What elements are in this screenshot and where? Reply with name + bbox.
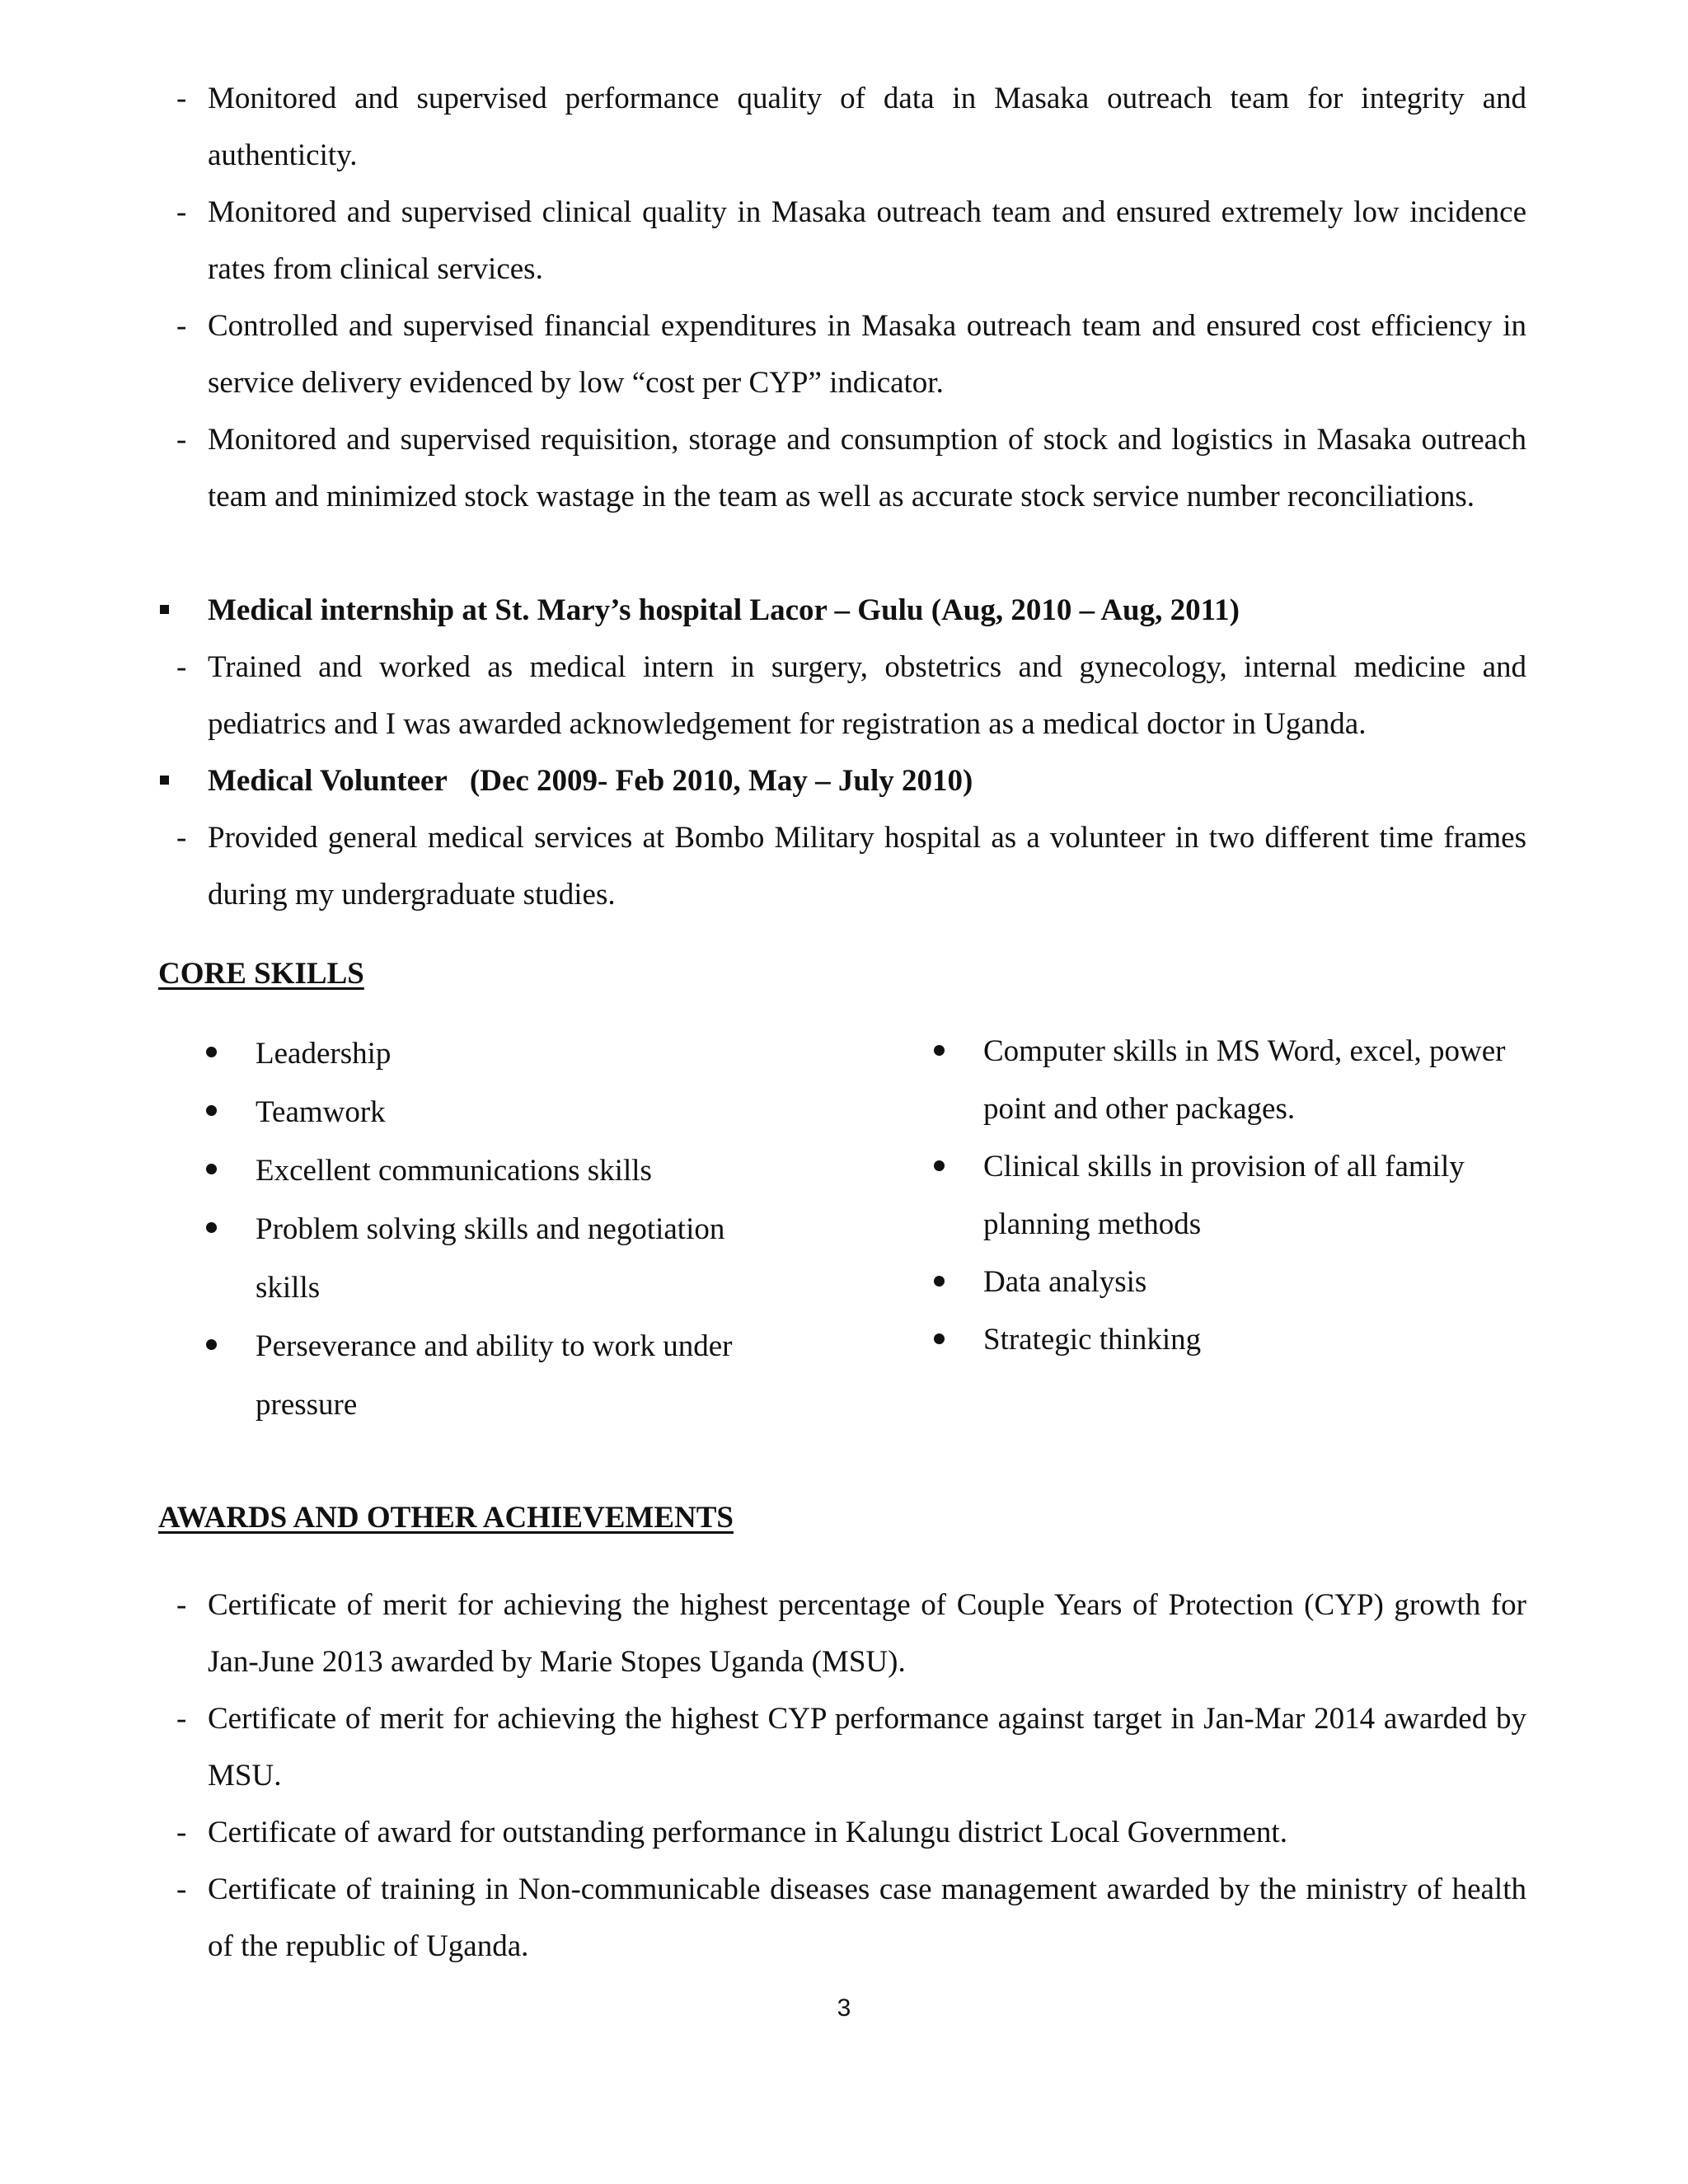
dash-marker: -	[176, 423, 187, 457]
square-bullet-icon	[160, 776, 169, 785]
award-text: Certificate of training in Non-communicable diseases case management awarded by the ministry of health of the republic of Uganda.	[208, 1872, 1526, 1963]
skill-text: Data analysis	[983, 1265, 1147, 1299]
experience-bullet	[173, 70, 1526, 184]
experience-bullet-text: Monitored and supervised performance quality of data in Masaka outreach team for integrity and authenticity.	[208, 82, 1526, 172]
skill-item	[206, 1317, 783, 1434]
bullet-icon	[206, 1339, 217, 1350]
skill-text: Leadership	[256, 1037, 392, 1071]
dash-marker: -	[176, 82, 187, 115]
experience-bullet	[173, 298, 1526, 411]
experience-bullet-text: Monitored and supervised clinical quality in Masaka outreach team and ensured extremely low incidence rates from clinical services.	[208, 195, 1526, 286]
skill-item	[934, 1254, 1544, 1311]
experience-bullet	[173, 184, 1526, 298]
bullet-icon	[934, 1276, 945, 1286]
award-item	[173, 1861, 1526, 1975]
volunteer-bullet	[173, 809, 1526, 923]
square-bullet-icon	[160, 605, 169, 614]
core-skills-right-column	[934, 1023, 1544, 1369]
dash-marker: -	[176, 1872, 187, 1906]
internship-bullet	[173, 639, 1526, 752]
awards-heading: AWARDS AND OTHER ACHIEVEMENTS	[158, 1501, 734, 1535]
experience-bullet	[173, 411, 1526, 525]
award-text: Certificate of merit for achieving the highest CYP performance against target in Jan-Mar 2014 awarded by MSU.	[208, 1702, 1526, 1793]
core-skills-left-column	[206, 1024, 799, 1434]
award-text: Certificate of merit for achieving the highest percentage of Couple Years of Protection (CYP) growth for Jan-June 2013 awarded by Marie Stopes Uganda (MSU).	[208, 1588, 1526, 1679]
dash-marker: -	[176, 309, 187, 343]
skill-item	[934, 1023, 1511, 1138]
skill-text: Perseverance and ability to work under pressure	[256, 1329, 733, 1422]
skill-item	[206, 1200, 783, 1317]
award-item	[173, 1577, 1526, 1690]
experience-bullet-text: Monitored and supervised requisition, storage and consumption of stock and logistics in Masaka outreach team and minimized stock wastage in the team as well as accurate stock service number reconciliations.	[208, 423, 1526, 513]
core-skills-heading: CORE SKILLS	[158, 957, 364, 991]
award-item	[173, 1690, 1526, 1804]
bullet-icon	[934, 1045, 945, 1056]
skill-text: Problem solving skills and negotiation skills	[256, 1212, 725, 1305]
skill-text: Computer skills in MS Word, excel, power point and other packages.	[983, 1034, 1506, 1126]
bullet-icon	[206, 1047, 217, 1057]
volunteer-title	[157, 752, 1558, 809]
bullet-icon	[206, 1164, 217, 1174]
volunteer-title-text: Medical Volunteer (Dec 2009- Feb 2010, May – July 2010)	[208, 764, 973, 798]
skill-text: Excellent communications skills	[256, 1154, 652, 1188]
dash-marker: -	[176, 1816, 187, 1849]
dash-marker: -	[176, 650, 187, 684]
bullet-icon	[206, 1105, 217, 1116]
internship-title	[157, 582, 1558, 639]
dash-marker: -	[176, 1588, 187, 1622]
skill-item	[206, 1141, 799, 1200]
skill-text: Strategic thinking	[983, 1323, 1202, 1357]
bullet-icon	[934, 1333, 945, 1344]
dash-marker: -	[176, 195, 187, 229]
award-text: Certificate of award for outstanding performance in Kalungu district Local Government.	[208, 1816, 1287, 1849]
skill-text: Teamwork	[256, 1095, 386, 1129]
internship-bullet-text: Trained and worked as medical intern in surgery, obstetrics and gynecology, internal medicine and pediatrics and I was awarded acknowledgement for registration as a medical doctor in Uganda.	[208, 650, 1526, 741]
internship-title-text: Medical internship at St. Mary’s hospital Lacor – Gulu (Aug, 2010 – Aug, 2011)	[208, 593, 1240, 627]
experience-bullet-text: Controlled and supervised financial expenditures in Masaka outreach team and ensured cost efficiency in service delivery evidenced by low “cost per CYP” indicator.	[208, 309, 1526, 400]
dash-marker: -	[176, 821, 187, 855]
skill-item	[934, 1311, 1544, 1369]
dash-marker: -	[176, 1702, 187, 1736]
skill-item	[206, 1024, 799, 1083]
page-number: 3	[837, 1994, 851, 2022]
skill-item	[934, 1138, 1527, 1254]
bullet-icon	[934, 1160, 945, 1171]
skill-item	[206, 1083, 799, 1141]
volunteer-bullet-text: Provided general medical services at Bombo Military hospital as a volunteer in two different time frames during my undergraduate studies.	[208, 821, 1526, 912]
bullet-icon	[206, 1222, 217, 1233]
skill-text: Clinical skills in provision of all family planning methods	[983, 1150, 1465, 1241]
award-item	[173, 1804, 1526, 1861]
